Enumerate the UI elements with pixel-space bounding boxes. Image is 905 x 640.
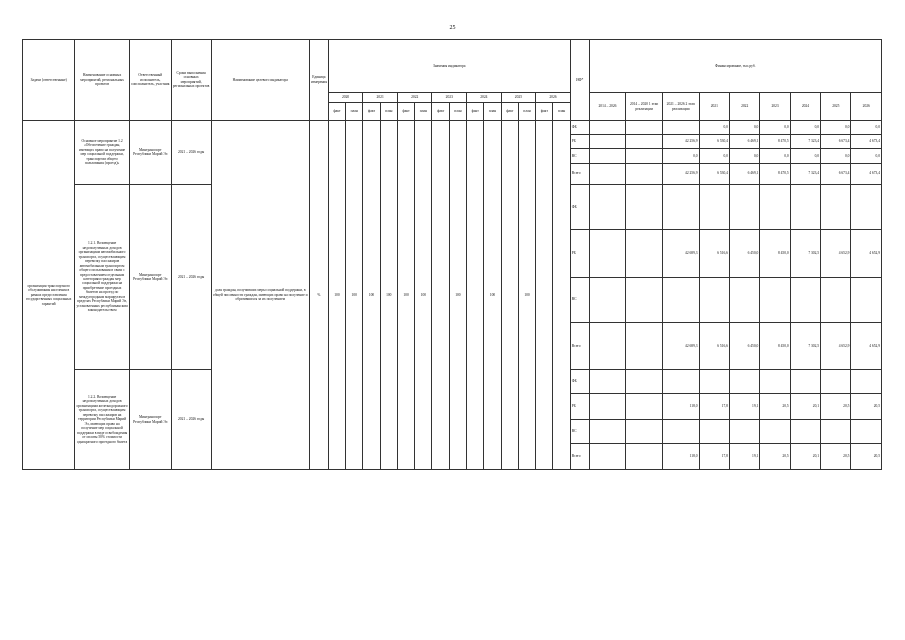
fact-plan-header: факт — [467, 102, 484, 120]
fact-plan-header: план — [518, 102, 535, 120]
header-values-title: Значения индикатора — [328, 40, 570, 93]
finance-value: 20,5 — [821, 443, 851, 469]
finance-value — [851, 420, 882, 444]
source-label: РБ — [570, 393, 589, 419]
finance-value — [760, 277, 790, 322]
fact-plan-header: факт — [432, 102, 449, 120]
finance-value — [821, 420, 851, 444]
measure-terms: 2021 – 2026 годы — [171, 120, 211, 184]
finance-value — [662, 184, 699, 229]
finance-value — [662, 277, 699, 322]
finance-value: 6 469,1 — [729, 163, 759, 184]
goal-cell: организация транспортного обслуживания населения в рамках предоставления государственных социальных гарантий — [23, 120, 75, 469]
finance-value: 8 470,5 — [760, 163, 790, 184]
fact-plan-header: план — [346, 102, 363, 120]
measure-responsible: Минтранспорт Республики Марий Эл — [129, 120, 171, 184]
finance-value — [821, 277, 851, 322]
header-indicator: Наименование целевого индикатора — [211, 40, 309, 121]
fin-col-header: 2021 – 2026 2 этап реализации — [662, 93, 699, 120]
finance-value — [699, 370, 729, 394]
indicator-value: 100 — [484, 120, 501, 469]
finance-value: 20,1 — [790, 393, 820, 419]
finance-value: 7 323,4 — [790, 163, 820, 184]
finance-value: 7 302,5 — [790, 322, 820, 370]
finance-value: 4 673,4 — [851, 135, 882, 149]
finance-value: 19,1 — [729, 393, 759, 419]
finance-value: 0,0 — [790, 120, 820, 134]
finance-value: 4 652,9 — [851, 230, 882, 278]
indicator-value — [467, 120, 484, 469]
fact-plan-header: факт — [328, 102, 345, 120]
source-label: РБ — [570, 135, 589, 149]
finance-value — [760, 420, 790, 444]
year-cell: 2025 — [501, 93, 536, 103]
finance-value: 8 450,0 — [760, 322, 790, 370]
finance-value — [589, 420, 626, 444]
finance-value — [589, 120, 626, 134]
finance-value: 42 256,9 — [662, 163, 699, 184]
fact-plan-header: план — [553, 102, 570, 120]
indicator-value — [536, 120, 553, 469]
indicator-value: 100 — [363, 120, 380, 469]
finance-value: 4 652,9 — [821, 322, 851, 370]
finance-value: 42 689,3 — [662, 322, 699, 370]
finance-value — [729, 420, 759, 444]
source-label: ВС — [570, 277, 589, 322]
finance-value — [790, 277, 820, 322]
indicator-value: 100 — [346, 120, 363, 469]
finance-value — [626, 135, 663, 149]
finance-value — [790, 184, 820, 229]
finance-value: 0,0 — [729, 120, 759, 134]
measure-responsible: Минтранспорт Республики Марий Эл — [129, 370, 171, 470]
measure-name: 1.2.2. Возмещение недополученных доходов организациям железнодорожного транспорта, осуществляющим перевозку пассажиров на территории Республики Марий Эл, имеющих право на получение мер социальной поддержки в виде освобождения от оплаты 50% стоимости однократного проездного билета — [75, 370, 129, 470]
header-goal: Задачи (ответственные) — [23, 40, 75, 121]
finance-value — [821, 184, 851, 229]
year-cell: 2021 — [363, 93, 398, 103]
finance-value — [626, 120, 663, 134]
finance-value — [589, 322, 626, 370]
finance-value — [589, 163, 626, 184]
measure-terms: 2021 – 2026 годы — [171, 370, 211, 470]
finance-value: 0,0 — [729, 149, 759, 163]
finance-value: 6 673,4 — [821, 135, 851, 149]
indicator-value: 100 — [328, 120, 345, 469]
indicator-value: 100 — [380, 120, 397, 469]
finance-value — [589, 277, 626, 322]
finance-value — [699, 420, 729, 444]
page-number: 25 — [449, 25, 456, 31]
indicator-value: 100 — [449, 120, 466, 469]
fin-col-header: 2014 – 2020 1 этап реализации — [626, 93, 663, 120]
source-label: Всего — [570, 322, 589, 370]
table-row — [23, 120, 882, 134]
finance-value — [589, 443, 626, 469]
fact-plan-header: план — [380, 102, 397, 120]
finance-value — [760, 370, 790, 394]
finance-value — [699, 184, 729, 229]
year-cell: 2023 — [432, 93, 467, 103]
finance-value — [851, 277, 882, 322]
finance-value — [790, 420, 820, 444]
finance-value: 0,0 — [662, 149, 699, 163]
fin-col-header: 2023 — [760, 93, 790, 120]
finance-value: 0,0 — [790, 149, 820, 163]
source-label: Всего — [570, 443, 589, 469]
finance-value: 4 652,9 — [821, 230, 851, 278]
measure-name: Основное мероприятие 1.2 «Обеспечение граждан, имеющих право на получение мер социальной поддержки, транспортом общего пользования (проезд)» — [75, 120, 129, 184]
finance-value — [589, 370, 626, 394]
finance-value: 0,0 — [851, 120, 882, 134]
year-cell: 2024 — [467, 93, 502, 103]
finance-value: 8 470,5 — [760, 135, 790, 149]
source-label: Всего — [570, 163, 589, 184]
fact-plan-header: план — [449, 102, 466, 120]
source-label: РБ — [570, 230, 589, 278]
finance-value: 7 302,5 — [790, 230, 820, 278]
finance-value: 6 469,1 — [729, 135, 759, 149]
finance-value — [589, 184, 626, 229]
finance-value — [626, 277, 663, 322]
finance-value: 118,0 — [662, 443, 699, 469]
finance-value: 4 673,4 — [851, 163, 882, 184]
finance-value: 17,8 — [699, 393, 729, 419]
year-cell: 2022 — [397, 93, 432, 103]
finance-value: 20,5 — [760, 443, 790, 469]
finance-value — [626, 370, 663, 394]
finance-value — [729, 370, 759, 394]
finance-value: 0,0 — [851, 149, 882, 163]
finance-value — [790, 370, 820, 394]
finance-value: 0,0 — [821, 120, 851, 134]
program-table — [22, 39, 882, 470]
finance-value: 17,8 — [699, 443, 729, 469]
finance-value: 20,5 — [851, 443, 882, 469]
finance-value: 6 516,6 — [699, 230, 729, 278]
source-label: ВС — [570, 420, 589, 444]
finance-value: 4 652,9 — [851, 322, 882, 370]
finance-value: 20,1 — [790, 443, 820, 469]
finance-value: 0,0 — [821, 149, 851, 163]
indicator-value: 100 — [415, 120, 432, 469]
finance-value: 118,0 — [662, 393, 699, 419]
finance-value: 0,0 — [760, 149, 790, 163]
fact-plan-header: факт — [397, 102, 414, 120]
finance-value — [589, 135, 626, 149]
finance-value — [626, 230, 663, 278]
finance-value: 6 530,4 — [699, 163, 729, 184]
finance-value: 20,5 — [760, 393, 790, 419]
unit-cell: % — [309, 120, 328, 469]
finance-value — [821, 370, 851, 394]
finance-value: 6 673,4 — [821, 163, 851, 184]
header-measures: Наименование основных мероприятий, региональных проектов — [75, 40, 129, 121]
finance-value: 0,0 — [760, 120, 790, 134]
finance-value — [626, 322, 663, 370]
fact-plan-header: факт — [363, 102, 380, 120]
finance-value — [662, 120, 699, 134]
finance-value — [626, 393, 663, 419]
source-label: ФБ — [570, 120, 589, 134]
finance-value — [729, 277, 759, 322]
finance-value: 20,5 — [821, 393, 851, 419]
finance-value: 0,0 — [699, 149, 729, 163]
indicator-value — [501, 120, 518, 469]
finance-value — [626, 163, 663, 184]
header-finance-title: Финансирование, тыс.руб. — [589, 40, 881, 93]
fin-col-header: 2024 — [790, 93, 820, 120]
measure-terms: 2021 – 2026 годы — [171, 184, 211, 369]
fin-col-header: 2014 – 2026 — [589, 93, 626, 120]
fin-col-header: 2025 — [821, 93, 851, 120]
finance-value: 20,5 — [851, 393, 882, 419]
fact-plan-header: факт — [501, 102, 518, 120]
indicator-value — [553, 120, 570, 469]
header-unit: Единица измерения — [309, 40, 328, 121]
fin-col-header: 2021 — [699, 93, 729, 120]
header-responsible: Ответственный исполнитель, соисполнитель, участник — [129, 40, 171, 121]
finance-value — [626, 184, 663, 229]
finance-value — [851, 370, 882, 394]
indicator-value: 100 — [397, 120, 414, 469]
finance-value — [662, 420, 699, 444]
fin-col-header: 2022 — [729, 93, 759, 120]
source-label: ВС — [570, 149, 589, 163]
source-label: ФБ — [570, 184, 589, 229]
header-source: ИФ* — [570, 40, 589, 121]
finance-value — [626, 443, 663, 469]
finance-value: 6 516,6 — [699, 322, 729, 370]
finance-value — [589, 149, 626, 163]
finance-value: 7 323,4 — [790, 135, 820, 149]
indicator-value: 100 — [518, 120, 535, 469]
finance-value: 8 450,0 — [760, 230, 790, 278]
finance-value — [851, 184, 882, 229]
finance-value — [729, 184, 759, 229]
indicator-value — [432, 120, 449, 469]
finance-value: 42 689,3 — [662, 230, 699, 278]
header-terms: Сроки выполнения основных мероприятий, региональных проектов — [171, 40, 211, 121]
finance-value: 0,0 — [699, 120, 729, 134]
finance-value — [626, 149, 663, 163]
fact-plan-header: план — [415, 102, 432, 120]
finance-value — [626, 420, 663, 444]
indicator-cell: доля граждан, получивших меры социальной поддержки, в общей численности граждан, имеющих право на получение и обратившихся за их получением — [211, 120, 309, 469]
finance-value — [760, 184, 790, 229]
source-label: ФБ — [570, 370, 589, 394]
finance-value: 19,1 — [729, 443, 759, 469]
year-cell: 2026 — [536, 93, 571, 103]
finance-value: 42 256,9 — [662, 135, 699, 149]
finance-value: 6 530,4 — [699, 135, 729, 149]
fact-plan-header: факт — [536, 102, 553, 120]
finance-value — [589, 230, 626, 278]
measure-responsible: Минтранспорт Республики Марий Эл — [129, 184, 171, 369]
fin-col-header: 2026 — [851, 93, 882, 120]
measure-name: 1.2.1. Возмещение недополученных доходов организациям автомобильного транспорта, осуществляющим перевозку пассажиров автомобильным транспортом общего пользования в связи с предоставлением отдельным категориям граждан мер социальной поддержки на приобретение проездных билетов на проезд по междугородным маршрутам в пределах Республики Марий Эл, установленных республиканским законодательством — [75, 184, 129, 369]
year-cell: 2020 — [328, 93, 363, 103]
finance-value — [662, 370, 699, 394]
finance-value: 6 450,0 — [729, 230, 759, 278]
finance-value — [589, 393, 626, 419]
fact-plan-header: план — [484, 102, 501, 120]
finance-value: 6 450,0 — [729, 322, 759, 370]
finance-value — [699, 277, 729, 322]
